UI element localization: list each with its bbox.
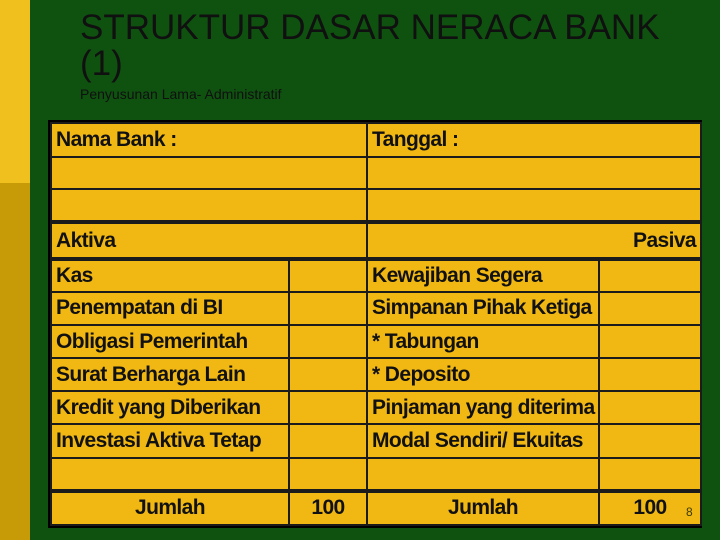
blank-cell	[367, 189, 701, 222]
pasiva-value	[599, 358, 701, 391]
aktiva-item: Investasi Aktiva Tetap	[51, 424, 289, 457]
table-row	[51, 259, 701, 292]
slide-subtitle: Penyusunan Lama- Administratif	[80, 86, 282, 102]
pasiva-item	[367, 458, 599, 491]
table-row	[51, 424, 701, 457]
total-row	[51, 491, 701, 525]
table-row	[51, 358, 701, 391]
pasiva-item: Kewajiban Segera	[367, 259, 599, 292]
blank-header-row	[51, 189, 701, 222]
pasiva-value	[599, 424, 701, 457]
balance-sheet-table-frame	[48, 120, 702, 528]
blank-cell	[51, 189, 367, 222]
pasiva-value	[599, 391, 701, 424]
aktiva-item: Surat Berharga Lain	[51, 358, 289, 391]
header-row	[51, 123, 701, 157]
pasiva-value	[599, 458, 701, 491]
pasiva-value	[599, 259, 701, 292]
tanggal-label: Tanggal :	[367, 123, 701, 157]
pasiva-item: Simpanan Pihak Ketiga	[367, 292, 599, 325]
aktiva-value	[289, 292, 367, 325]
pasiva-label: Pasiva	[367, 222, 701, 258]
aktiva-item: Kredit yang Diberikan	[51, 391, 289, 424]
page-number: 8	[686, 505, 693, 519]
aktiva-value	[289, 259, 367, 292]
pasiva-value	[599, 292, 701, 325]
pasiva-value	[599, 325, 701, 358]
blank-cell	[367, 157, 701, 189]
aktiva-total-value: 100	[289, 491, 367, 525]
slide-title: STRUKTUR DASAR NERACA BANK (1)	[80, 8, 660, 83]
pasiva-total-value: 100	[599, 491, 701, 525]
nama-bank-label: Nama Bank :	[51, 123, 367, 157]
table-row	[51, 391, 701, 424]
aktiva-value	[289, 358, 367, 391]
left-accent-bar-top	[0, 0, 30, 183]
pasiva-item: Modal Sendiri/ Ekuitas	[367, 424, 599, 457]
aktiva-value	[289, 391, 367, 424]
aktiva-total-label: Jumlah	[51, 491, 289, 525]
aktiva-item: Kas	[51, 259, 289, 292]
pasiva-item: Pinjaman yang diterima	[367, 391, 599, 424]
left-accent-bar-bottom	[0, 183, 30, 540]
balance-sheet-table	[50, 122, 702, 526]
aktiva-value	[289, 458, 367, 491]
table-row	[51, 292, 701, 325]
aktiva-value	[289, 325, 367, 358]
table-row	[51, 458, 701, 491]
pasiva-item: * Tabungan	[367, 325, 599, 358]
table-row	[51, 325, 701, 358]
aktiva-item: Obligasi Pemerintah	[51, 325, 289, 358]
pasiva-total-label: Jumlah	[367, 491, 599, 525]
aktiva-label: Aktiva	[51, 222, 367, 258]
pasiva-item: * Deposito	[367, 358, 599, 391]
aktiva-item	[51, 458, 289, 491]
blank-header-row	[51, 157, 701, 189]
blank-cell	[51, 157, 367, 189]
section-header-row	[51, 222, 701, 258]
aktiva-value	[289, 424, 367, 457]
aktiva-item: Penempatan di BI	[51, 292, 289, 325]
